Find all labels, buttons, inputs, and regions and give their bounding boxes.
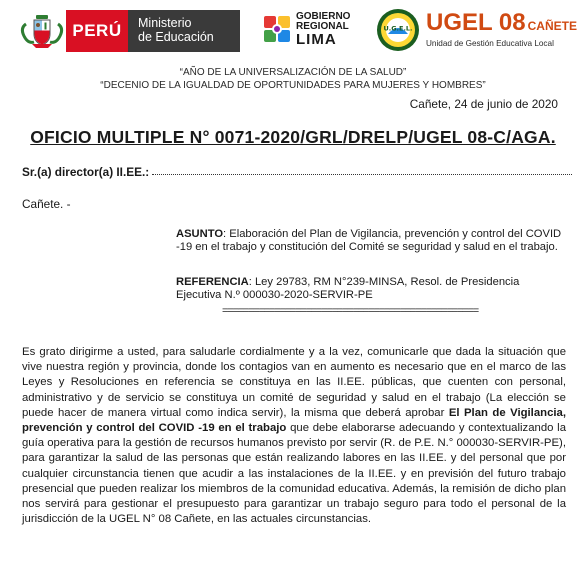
body-paragraph	[22, 345, 566, 527]
ugel-seal-icon	[376, 8, 420, 52]
gore-line-2: REGIONAL	[296, 20, 349, 32]
ugel-place: CAÑETE	[527, 19, 577, 33]
referencia-text: : Ley 29783, RM N°239-MINSA, Resol. de Presidencia Ejecutiva N.º 000030-2020-SERVIR-PE	[176, 276, 520, 302]
gobierno-regional-lima-logo	[262, 12, 350, 46]
ministry-line-1: Ministerio	[138, 16, 192, 30]
ugel-08-logo	[376, 8, 576, 52]
asunto-label: ASUNTO	[176, 228, 224, 240]
gore-line-1: GOBIERNO	[296, 10, 351, 22]
ugel-title	[426, 9, 577, 37]
ministry-line-2: de Educación	[138, 30, 214, 44]
gore-lima-text	[296, 12, 350, 47]
referencia-block	[176, 276, 562, 302]
referencia-label: REFERENCIA	[176, 276, 249, 288]
body-text-bold: El Plan de Vigilancia, prevención y control del COVID -19 en el trabajo	[22, 406, 566, 435]
ugel-subtitle: Unidad de Gestión Educativa Local	[426, 39, 554, 48]
gore-line-3: LIMA	[296, 30, 337, 48]
document-date: Cañete, 24 de junio de 2020	[409, 97, 558, 111]
decade-motto: “DECENIO DE LA IGUALDAD DE OPORTUNIDADES PARA MUJERES Y HOMBRES”	[100, 80, 486, 91]
document-place: Cañete. -	[22, 197, 71, 211]
gore-lima-mark-icon	[262, 14, 292, 44]
peru-minedu-logo	[18, 10, 240, 52]
asunto-block	[176, 228, 562, 254]
asunto-text: : Elaboración del Plan de Vigilancia, prevención y control del COVID -19 en el trabajo y constitución del Comité se seguridad y salud en el trabajo.	[176, 228, 562, 254]
addressee: Sr.(a) director(a) II.EE.:	[22, 165, 150, 179]
ugel-seal-text: U.G.E.L.	[383, 24, 413, 33]
document-title: OFICIO MULTIPLE N° 0071-2020/GRL/DRELP/UGEL 08-C/AGA.	[30, 127, 556, 147]
separator-line: =================================================	[222, 305, 478, 317]
peru-label: PERÚ	[66, 10, 128, 52]
ugel-name: UGEL 08	[426, 9, 526, 36]
body-text-1: Es grato dirigirme a usted, para saludarle cordialmente y a la vez, comunicarle que dada la situación que vive nuestra región y provincia, donde los contagios van en aumento es necesario que en el marco de las Leyes y Resoluciones en referencia se constituya en las II.EE. públicas, que cuenten con personal, administrativo y de servicio se constituya un comité de seguridad y salud en el trabajo (La elección se puede hacer de manera virtual como indica servir), la misma que deberá aprobar	[22, 346, 566, 419]
ministry-label	[128, 10, 240, 52]
letterhead	[0, 0, 586, 58]
year-motto: “AÑO DE LA UNIVERSALIZACIÓN DE LA SALUD”	[179, 67, 407, 78]
coat-of-arms-icon	[18, 10, 66, 52]
addressee-dotted-line	[152, 174, 572, 175]
body-text-2: que debe elaborarse adecuando y contextualizando la guía operativa para la gestión de recursos humanos previsto por servir (R. de P.E. N.° 000030-SERVIR-PE), para garantizar la salud de las personas que están realizando labores en las II.EE. y del personal que por cualquier circunstancia tienen que acudir a las instalaciones de la II.EE. y en previsión del futuro trabajo presencial que pueden realizar los miembros de la comunidad educativa. Además, la remisión de dicho plan nos servirá para gestionar el presupuesto para garantizar un trabajo seguro para todo el personal de la jurisdicción de la UGEL N° 08 Cañete, en las actuales circunstancias.	[22, 422, 566, 526]
